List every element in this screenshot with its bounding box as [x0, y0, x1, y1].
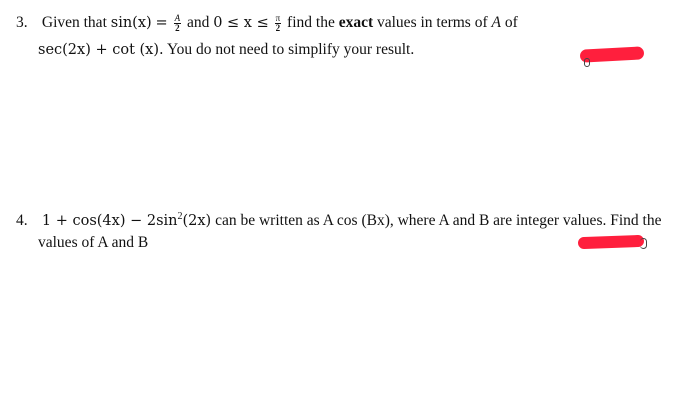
fraction-denominator: 2	[175, 22, 180, 33]
question-3-line-2	[38, 40, 414, 60]
exact-text: exact	[338, 14, 374, 31]
question-3-number: 3.	[16, 14, 28, 31]
squared-superscript: 2	[177, 210, 183, 222]
fraction-a-over-2	[174, 14, 182, 33]
variable-a: A	[491, 14, 501, 31]
fraction-pi-over-2	[275, 14, 282, 33]
pi-numerator: π	[275, 12, 281, 23]
values-in-terms-text: values in terms of	[377, 14, 488, 31]
trig-expression-start: 1 + cos(4x) − 2sin	[41, 213, 178, 229]
question-4-number: 4.	[16, 212, 28, 229]
question-4-line-2	[38, 233, 148, 253]
redaction-edge-1	[584, 58, 590, 67]
inequality: 0 ≤ x ≤	[213, 15, 269, 31]
sin-x-expression: sin(x)	[110, 15, 152, 31]
trig-expression-end: (2x)	[182, 213, 212, 229]
and-text: and	[186, 14, 210, 31]
question-4-line-2-text: values of A and B	[38, 234, 149, 251]
given-that-text: Given that	[41, 14, 107, 31]
redaction-mark-2	[578, 235, 644, 249]
sec-cot-expression: sec(2x) + cot (x).	[38, 42, 164, 58]
question-4-line-1	[16, 211, 661, 231]
of-text: of	[504, 14, 518, 31]
question-4-text: can be written as A cos (Bx), where A and B are integer values. Find the	[215, 212, 662, 229]
pi-denominator: 2	[275, 22, 281, 33]
find-the-text: find the	[287, 14, 335, 31]
redaction-edge-2	[640, 238, 647, 249]
equals-sign: =	[155, 15, 168, 31]
question-3-line-1	[16, 13, 518, 33]
question-3-instruction: You do not need to simplify your result.	[166, 41, 415, 58]
fraction-numerator: A	[174, 12, 181, 23]
